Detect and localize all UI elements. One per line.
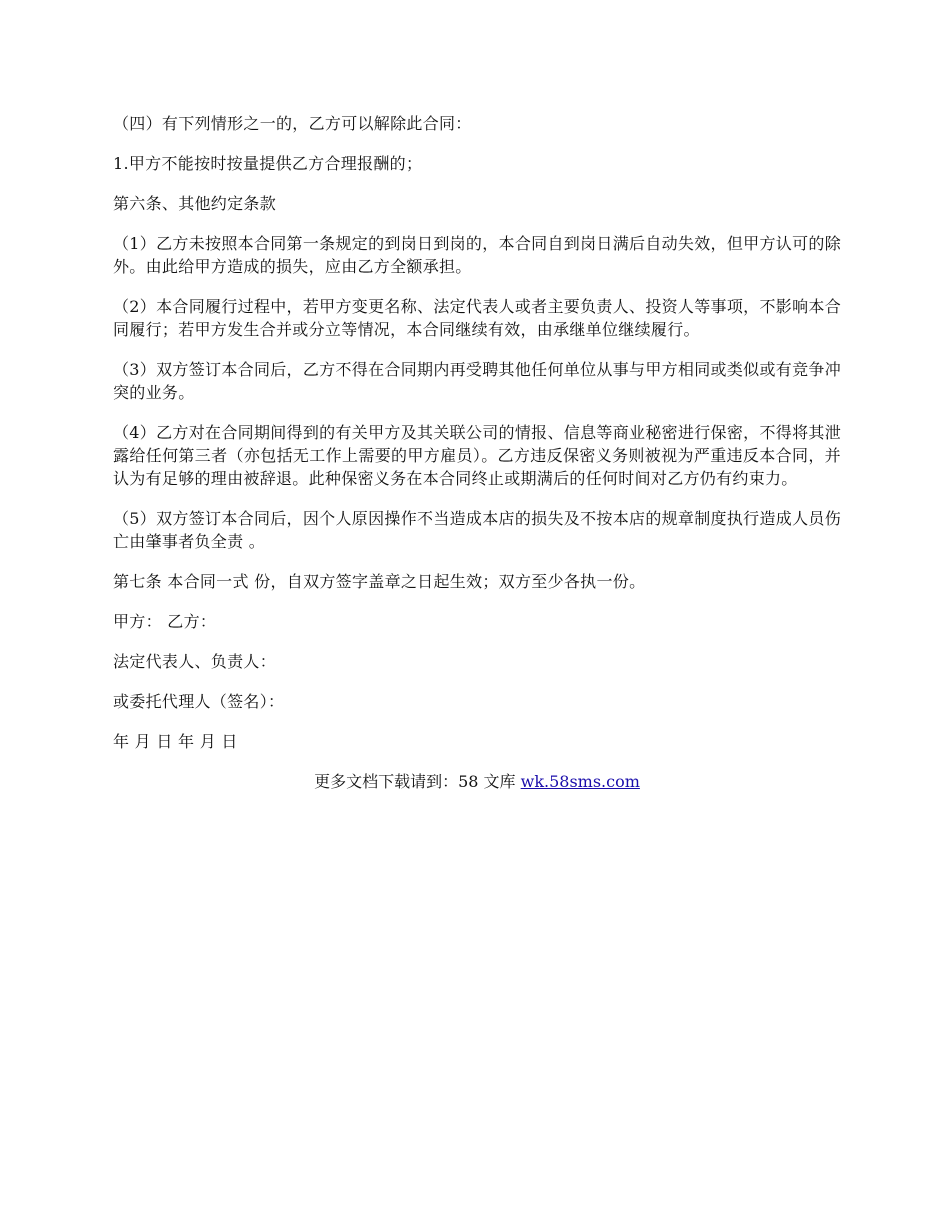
footer-prefix: 更多文档下载请到：58 文库: [314, 772, 521, 791]
date-line: 年 月 日 年 月 日: [113, 732, 238, 751]
article-6-item-1: （1）乙方未按照本合同第一条规定的到岗日到岗的，本合同自到岗日满后自动失效，但甲方认可的除外。由此给甲方造成的损失，应由乙方全额承担。: [113, 234, 841, 276]
article-6-item-2: （2）本合同履行过程中，若甲方变更名称、法定代表人或者主要负责人、投资人等事项，不影响本合同履行；若甲方发生合并或分立等情况，本合同继续有效，由承继单位继续履行。: [113, 297, 841, 339]
article-6-item-4: （4）乙方对在合同期间得到的有关甲方及其关联公司的情报、信息等商业秘密进行保密，不得将其泄露给任何第三者（亦包括无工作上需要的甲方雇员）。乙方违反保密义务则被视为严重违反本合同，并认为有足够的理由被辞退。此种保密义务在本合同终止或期满后的任何时间对乙方仍有约束力。: [113, 423, 841, 488]
legal-representative-line: 法定代表人、负责人：: [113, 652, 277, 671]
party-labels: 甲方： 乙方：: [113, 612, 217, 631]
clause-4-item-1: 1.甲方不能按时按量提供乙方合理报酬的；: [113, 154, 423, 173]
article-6-heading: 第六条、其他约定条款: [113, 194, 277, 213]
document-page: [113, 112, 841, 793]
article-6-item-3: （3）双方签订本合同后，乙方不得在合同期内再受聘其他任何单位从事与甲方相同或类似或有竞争冲突的业务。: [113, 360, 841, 402]
authorized-agent-line: 或委托代理人（签名）：: [113, 692, 285, 711]
footer-link[interactable]: wk.58sms.com: [520, 772, 640, 791]
article-6-item-5: （5）双方签订本合同后，因个人原因操作不当造成本店的损失及不按本店的规章制度执行造成人员伤亡由肇事者负全责 。: [113, 509, 841, 551]
article-7: 第七条 本合同一式 份，自双方签字盖章之日起生效；双方至少各执一份。: [113, 572, 646, 591]
footer-download-note: [113, 770, 841, 793]
clause-4-heading: （四）有下列情形之一的，乙方可以解除此合同：: [113, 114, 472, 133]
